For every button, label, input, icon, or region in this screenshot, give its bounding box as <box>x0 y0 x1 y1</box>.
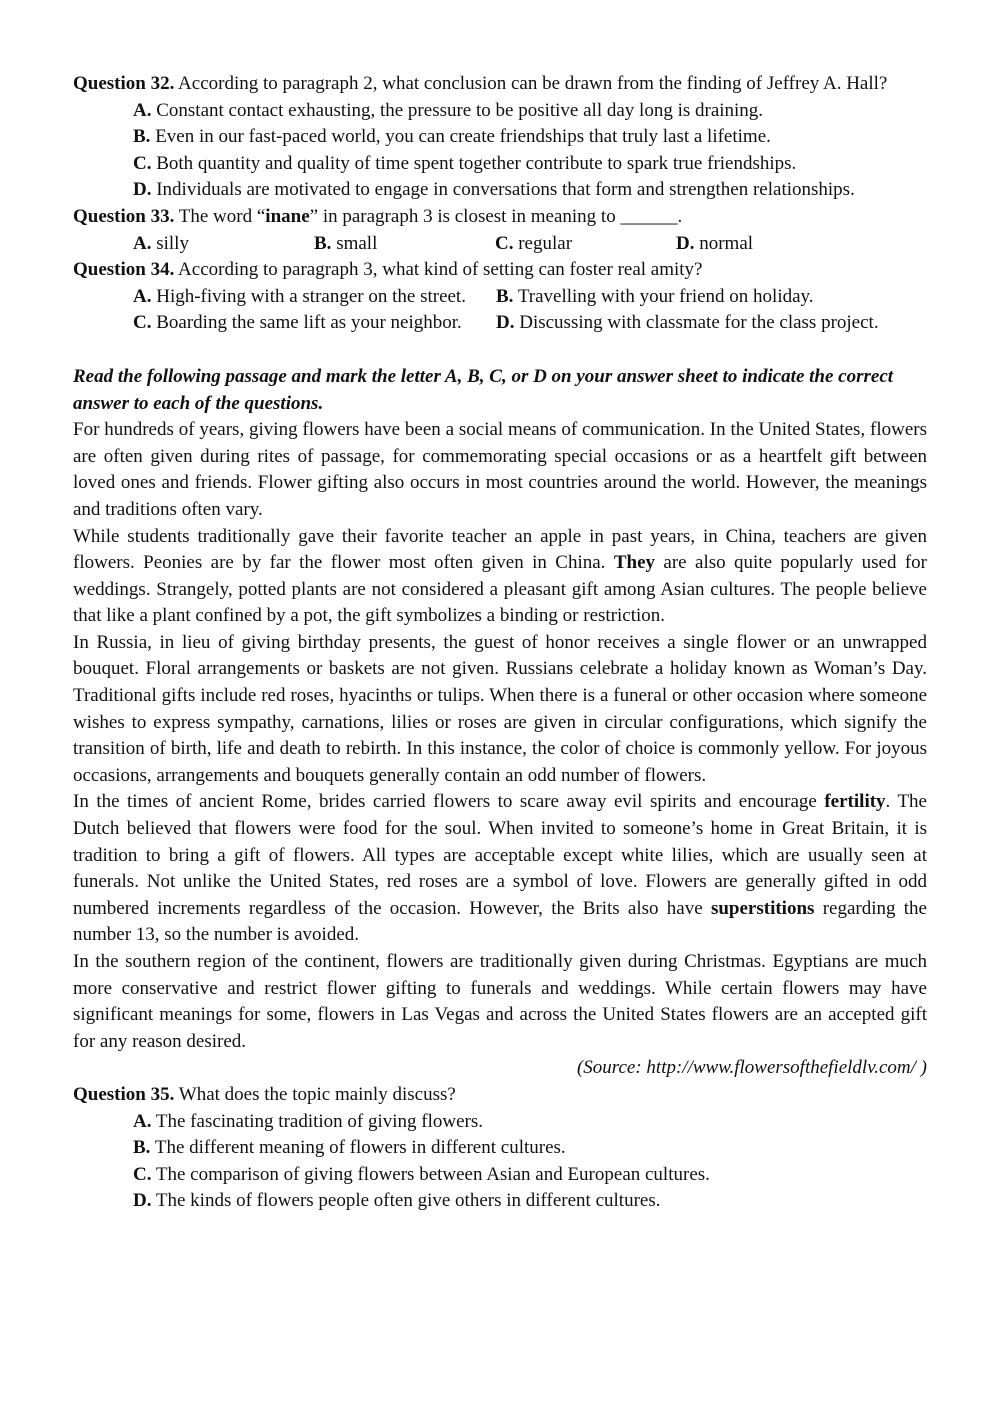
question-33 <box>73 204 927 257</box>
question-35-label: Question 35. <box>73 1083 175 1105</box>
question-35-option-d[interactable]: D. The kinds of flowers people often give others in different cultures. <box>133 1190 661 1212</box>
question-32-stem <box>73 71 927 98</box>
reading-passage <box>73 417 927 1082</box>
passage-paragraph-5: In the southern region of the continent, flowers are traditionally given during Christmas. Egyptians are much more conservative and restrict flower gifting to funerals and weddings. While certain flowers may have significant meanings for some, flowers in Las Vegas and across the United States flowers are an accepted gift for any reason desired. <box>73 951 927 1052</box>
question-34-option-c[interactable]: C. Boarding the same lift as your neighbor. <box>133 312 462 334</box>
question-33-option-a[interactable]: A. silly <box>133 232 189 254</box>
passage-highlight-superstitions: superstitions <box>710 897 815 919</box>
passage-paragraph-2: While students traditionally gave their favorite teacher an apple in past years, in China, teachers are given flowers. Peonies are by far the flower most often given in China. They are also quite popularly used for weddings. Strangely, potted plants are not considered a pleasant gift among Asian cultures. The people believe that like a plant confined by a pot, the gift symbolizes a binding or restriction. <box>73 525 927 627</box>
passage-paragraph-3: In Russia, in lieu of giving birthday presents, the guest of honor receives a single flower or an unwrapped bouquet. Floral arrangements or baskets are not given. Russians celebrate a holiday known as Woman’s Day. Traditional gifts include red roses, hyacinths or tulips. When there is a funeral or other occasion where someone wishes to express sympathy, carnations, lilies or roses are given in circular configurations, which signify the transition of birth, life and death to rebirth. In this instance, the color of choice is commonly yellow. For joyous occasions, arrangements and bouquets generally contain an odd number of flowers. <box>73 631 927 786</box>
question-34-option-a[interactable]: A. High-fiving with a stranger on the street. <box>133 285 466 307</box>
question-33-label: Question 33. <box>73 205 175 227</box>
passage-paragraph-4: In the times of ancient Rome, brides carried flowers to scare away evil spirits and encourage fertility. The Dutch believed that flowers were food for the soul. When invited to someone’s home in Great Britain, it is tradition to bring a gift of flowers. All types are acceptable except white lilies, which are usually seen at funerals. Not unlike the United States, red roses are a symbol of love. Flowers are generally gifted in odd numbered increments regardless of the occasion. However, the Brits also have superstitions regarding the number 13, so the number is avoided. <box>73 791 927 946</box>
question-33-option-c[interactable]: C. regular <box>495 232 573 254</box>
question-35-option-c[interactable]: C. The comparison of giving flowers between Asian and European cultures. <box>133 1163 710 1185</box>
question-33-keyword: inane <box>265 205 310 227</box>
question-35 <box>73 1082 927 1215</box>
question-35-option-a[interactable]: A. The fascinating tradition of giving flowers. <box>133 1110 484 1132</box>
question-35-option-b[interactable]: B. The different meaning of flowers in different cultures. <box>133 1137 566 1159</box>
question-34-option-d[interactable]: D. Discussing with classmate for the class project. <box>496 312 879 334</box>
question-34-option-b[interactable]: B. Travelling with your friend on holiday. <box>496 285 814 307</box>
question-34-stem: Question 34. According to paragraph 3, what kind of setting can foster real amity? <box>73 259 703 281</box>
question-32-option-b[interactable]: B. Even in our fast-paced world, you can create friendships that truly last a lifetime. <box>133 126 771 148</box>
question-33-option-b[interactable]: B. small <box>314 232 378 254</box>
question-33-option-d[interactable]: D. normal <box>676 232 754 254</box>
reading-instruction: Read the following passage and mark the letter A, B, C, or D on your answer sheet to indicate the correct answer to each of the questions. <box>73 365 894 414</box>
question-34-options <box>133 284 927 337</box>
question-33-options <box>133 231 927 258</box>
passage-highlight-they: They <box>613 552 656 574</box>
question-32-text: According to paragraph 2, what conclusion can be drawn from the finding of Jeffrey A. Hall? <box>174 73 888 94</box>
question-32-option-a[interactable]: A. Constant contact exhausting, the pressure to be positive all day long is draining. <box>133 99 764 121</box>
question-32-option-d[interactable]: D. Individuals are motivated to engage in conversations that form and strengthen relationships. <box>133 179 855 201</box>
section-spacer <box>73 337 927 364</box>
passage-source: (Source: http://www.flowersofthefieldlv.com/ ) <box>576 1057 927 1079</box>
question-34-label: Question 34. <box>73 259 175 281</box>
question-32-label: Question 32. <box>73 73 175 94</box>
question-32-option-c[interactable]: C. Both quantity and quality of time spent together contribute to spark true friendships. <box>133 152 797 174</box>
passage-paragraph-1: For hundreds of years, giving flowers have been a social means of communication. In the United States, flowers are often given during rites of passage, for commemorating special occasions or as a heartfelt gift between loved ones and friends. Flower gifting also occurs in most countries around the world. However, the meanings and traditions often vary. <box>73 419 927 520</box>
question-34 <box>73 257 927 337</box>
question-35-stem: Question 35. What does the topic mainly discuss? <box>73 1083 456 1105</box>
question-33-stem: Question 33. The word “inane” in paragraph 3 is closest in meaning to ______. <box>73 205 683 227</box>
passage-highlight-fertility: fertility <box>824 791 886 813</box>
question-32 <box>73 71 927 204</box>
